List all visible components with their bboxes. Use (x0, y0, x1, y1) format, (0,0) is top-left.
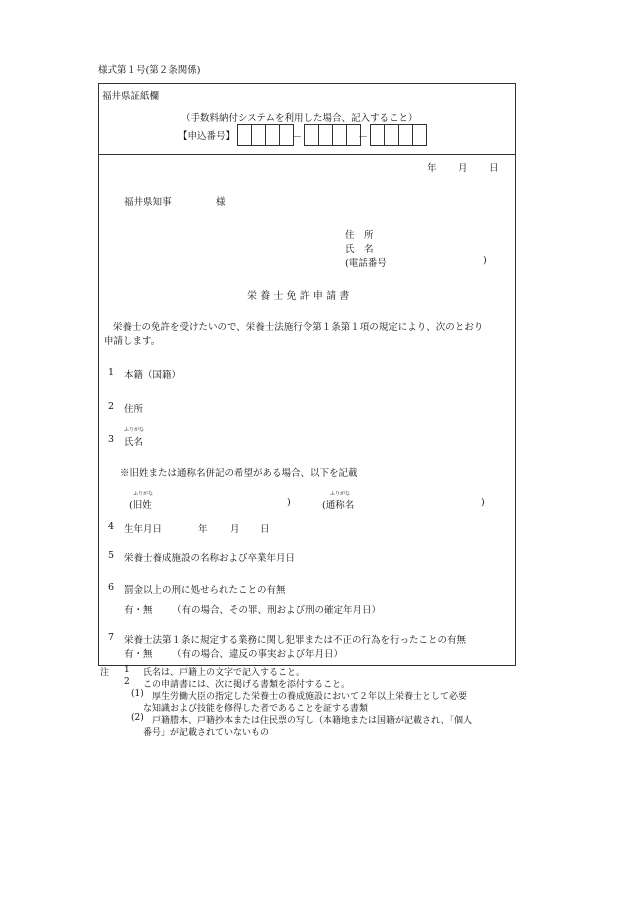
applicant-phone-open: (電話番号 (345, 258, 387, 269)
birth-day: 日 (260, 524, 270, 535)
birth-year: 年 (198, 524, 208, 535)
applicant-name-label: 氏 名 (345, 244, 374, 255)
addressee-honorific: 様 (216, 197, 226, 208)
sub-note-2-line-2: 番号」が記載されていないもの (143, 728, 270, 738)
item-3-number: 3 (108, 434, 115, 445)
penalty-detail: （有の場合、その罪、刑および刑の確定年月日） (172, 605, 382, 616)
item-4-label: 生年月日 (124, 524, 163, 535)
applicant-address-label: 住 所 (345, 230, 374, 241)
item-3-label: 氏名 (124, 437, 144, 448)
date-day: 日 (489, 163, 499, 174)
addressee-name: 福井県知事 (124, 197, 172, 208)
app-number-digit[interactable] (251, 124, 266, 146)
note-2-text: この申請書には、次に掲げる書類を添付すること。 (143, 680, 351, 690)
item-6-label: 罰金以上の刑に処せられたことの有無 (124, 585, 286, 596)
item-1-number: 1 (108, 367, 115, 378)
app-number-digit[interactable] (318, 124, 333, 146)
sub-note-1-number: (1) (131, 689, 144, 699)
sub-note-2-line-1: 戸籍謄本、戸籍抄本または住民票の写し（本籍地または国籍が記載され、「個人 (152, 716, 473, 726)
item-2-label: 住所 (124, 404, 144, 415)
app-number-boxes-2[interactable] (304, 124, 360, 144)
app-number-digit[interactable] (384, 124, 399, 146)
app-number-boxes-3[interactable] (370, 124, 426, 144)
violation-choice: 有・無 (124, 649, 153, 660)
app-number-digit[interactable] (304, 124, 319, 146)
alias-ruby: ふりがな (330, 491, 351, 497)
old-name-ruby: ふりがな (133, 491, 154, 497)
sub-note-1-line-1: 厚生労働大臣の指定した栄養士の養成施設において２年以上栄養士として必要 (152, 692, 468, 702)
item-2-number: 2 (108, 401, 115, 412)
note-1-text: 氏名は、戸籍上の文字で記入すること。 (143, 668, 306, 678)
app-number-digit[interactable] (265, 124, 280, 146)
page-title: 栄 養 士 免 許 申 請 書 (247, 291, 350, 302)
item-5-number: 5 (108, 550, 115, 561)
app-number-label: 【申込番号】 (178, 131, 236, 142)
alias-label: (通称名 (322, 500, 355, 511)
app-number-digit[interactable] (237, 124, 252, 146)
penalty-choice: 有・無 (124, 605, 153, 616)
item-7-number: 7 (108, 632, 115, 643)
old-name-close: ) (287, 497, 291, 508)
notes-prefix: 注 (100, 668, 110, 678)
note-1-number: 1 (124, 665, 130, 675)
app-number-digit[interactable] (370, 124, 385, 146)
stamp-divider (98, 154, 515, 155)
old-name-label: (旧姓 (129, 500, 152, 511)
app-number-digit[interactable] (398, 124, 413, 146)
app-number-dash: － (292, 132, 302, 143)
alias-close: ) (481, 497, 485, 508)
intro-line-2: 申請します。 (104, 336, 161, 347)
item-1-label: 本籍（国籍） (124, 370, 182, 381)
stamp-note: （手数料納付システムを利用した場合、記入すること） (181, 113, 418, 124)
app-number-digit[interactable] (332, 124, 347, 146)
app-number-digit[interactable] (412, 124, 427, 146)
birth-month: 月 (230, 524, 240, 535)
date-month: 月 (458, 163, 468, 174)
intro-line-1: 栄養士の免許を受けたいので、栄養士法施行令第１条第１項の規定により、次のとおり (113, 322, 484, 333)
stamp-label: 福井県証紙欄 (102, 91, 160, 102)
item-5-label: 栄養士養成施設の名称および卒業年月日 (124, 553, 296, 564)
form-number: 様式第１号(第２条関係) (98, 65, 201, 76)
app-number-boxes-1[interactable] (237, 124, 293, 144)
old-name-note: ※旧姓または通称名併記の希望がある場合、以下を記載 (120, 468, 358, 479)
applicant-phone-close: ) (483, 255, 487, 266)
name-ruby: ふりがな (124, 427, 145, 433)
violation-detail: （有の場合、違反の事実および年月日） (172, 649, 344, 660)
item-6-number: 6 (108, 582, 115, 593)
note-2-number: 2 (124, 677, 130, 687)
item-7-label: 栄養士法第１条に規定する業務に関し犯罪または不正の行為を行ったことの有無 (124, 635, 467, 646)
app-number-dash: － (358, 132, 368, 143)
date-year: 年 (427, 163, 437, 174)
sub-note-2-number: (2) (131, 713, 144, 723)
sub-note-1-line-2: な知識および技能を修得した者であることを証する書類 (143, 704, 369, 714)
item-4-number: 4 (108, 521, 115, 532)
